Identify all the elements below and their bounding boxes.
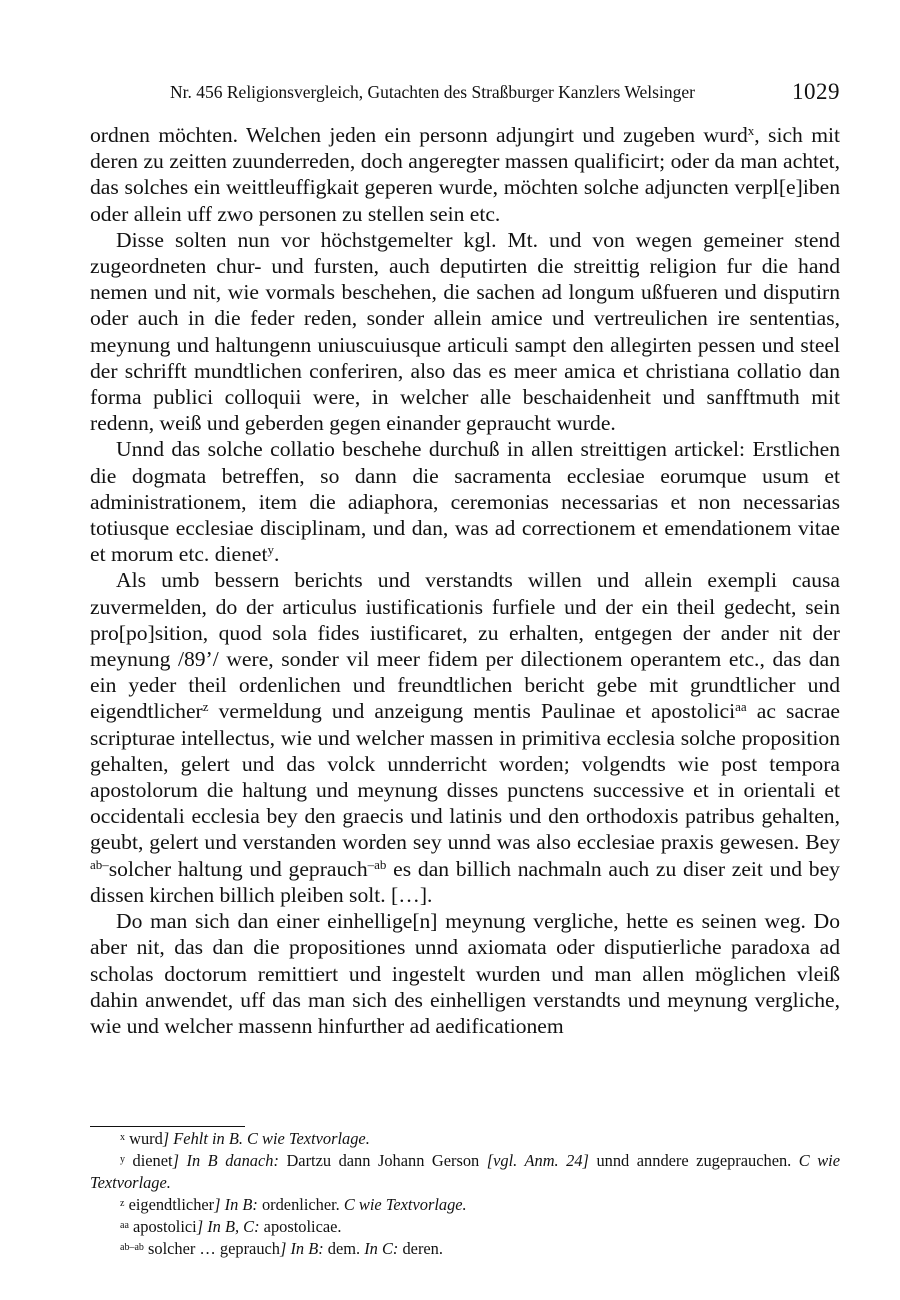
footnote-text: unnd anndere zugeprauchen. (588, 1151, 799, 1170)
paragraph-4 (90, 567, 840, 908)
running-header (170, 80, 840, 106)
footnote-divider (90, 1126, 245, 1127)
footnote-lemma: dienet (132, 1151, 173, 1170)
footnote-text: dem. (323, 1239, 365, 1258)
footnote-italic: In B danach: (178, 1151, 279, 1170)
footnote-ab (90, 1238, 840, 1260)
footnote-italic: C wie Textvorlage. (90, 1151, 841, 1192)
footnote-marker: aa (120, 1220, 129, 1231)
paragraph-text: Do man sich dan einer einhellige[n] meynung vergliche, hette es seinen weg. Do aber nit, das dan die propositiones unnd axiomata oder disputierliche paradoxa ad scholas doctorum remittiert und ingestelt wurden und man allen möglichen vleiß dahin anwendet, uff das man sich des einhelligen verstandts und meynung vergliche, wie und welcher massenn hinfurther ad aedificationem (90, 909, 840, 1038)
footnote-bracket: ] (279, 1239, 287, 1258)
footnote-text: deren. (398, 1239, 443, 1258)
paragraph-5 (90, 908, 840, 1039)
paragraph-1 (90, 122, 840, 227)
paragraph-text: vermeldung und anzeigung mentis Paulinae et apostolici (208, 699, 736, 724)
header-title: Nr. 456 Religionsvergleich, Gutachten des Straßburger Kanzlers Welsinger (170, 82, 695, 102)
paragraph-text: Unnd das solche collatio beschehe durchuß in allen streittigen artickel: Erstlichen die dogmata betreffen, so dann die sacramenta ecclesiae eorumque usum et administrationem, item die adiaphora, ceremonias necessarias et non necessarias totiusque ecclesiae disciplinam, und dan, was ad correctionem et emendationem vitae et morum etc. dienet (90, 437, 840, 567)
footnote-bracket: ] (196, 1217, 204, 1236)
footnote-mark: y (267, 542, 274, 558)
footnote-z (90, 1194, 840, 1216)
footnote-marker: ab–ab (120, 1242, 144, 1253)
footnote-x (90, 1128, 840, 1150)
footnote-mark: –ab (367, 856, 387, 872)
footnote-marker: z (120, 1198, 125, 1209)
footnote-mark: aa (735, 699, 747, 715)
footnote-italic: C wie Textvorlage. (343, 1195, 467, 1214)
footnote-y (90, 1150, 840, 1194)
footnote-mark: ab– (90, 856, 109, 872)
footnote-mark: z (202, 699, 209, 715)
footnote-marker: y (120, 1154, 125, 1165)
paragraph-text: es dan billich nachmaln auch zu diser zeit und bey dissen kirchen billich pleiben solt. […]. (90, 856, 840, 907)
footnote-aa (90, 1216, 840, 1238)
footnote-mark: x (747, 123, 755, 138)
footnote-bracket: ] (172, 1151, 179, 1170)
footnote-text: ordenlicher. (257, 1195, 344, 1214)
footnote-italic: Fehlt in B. C wie Textvorlage. (169, 1129, 370, 1148)
footnote-text: Dartzu dann Johann Gerson (278, 1151, 487, 1170)
footnotes (90, 1128, 840, 1260)
paragraph-text: ordnen möchten. Welchen jeden ein personn adjungirt und zugeben wurd (90, 123, 748, 147)
footnote-marker: x (120, 1132, 125, 1143)
footnote-bracket: ] (214, 1195, 221, 1214)
footnote-italic: In B, C: (203, 1217, 260, 1236)
footnote-italic: In B: (220, 1195, 258, 1214)
paragraph-text: , sich mit deren zu zeitten zuunderreden, doch angeregter massen qualificirt; oder da man achtet, das solches ein weittleuffigkait geperen wurde, möchten solche adjuncten verpl[e]iben oder allein uff zwo personen zu stellen sein etc. (90, 123, 841, 226)
page-number: 1029 (792, 79, 840, 104)
footnote-lemma: wurd (129, 1129, 163, 1148)
paragraph-text: solcher haltung und geprauch (108, 856, 368, 881)
main-text (90, 122, 840, 1039)
footnote-lemma: eigendtlicher (128, 1195, 215, 1214)
paragraph-2 (90, 227, 840, 437)
footnote-italic: [vgl. Anm. 24] (486, 1151, 589, 1170)
paragraph-text: Als umb bessern berichts und verstandts willen und allein exempli causa zuvermelden, do der articulus iustificationis furfiele und der ein theil gedecht, sein pro[po]sition, quod sola fides iustificaret, zu erhalten, entgegen der ander nit der meynung /89’/ were, sonder vil meer fidem per dilectionem operantem etc., das dan ein yeder theil ordenlichen und freundtlichen bericht gebe mit grundtlicher und eigendtlicher (90, 568, 840, 724)
paragraph-text: ac sacrae scripturae intellectus, wie und welcher massen in primitiva ecclesia solche proposition gehalten, gelert und das volck unnderricht worden; volgendts wie post tempora apostolorum die haltung und meynung disses punctens successive et in orientali et occidentali ecclesia bey den graecis und latinis und den orthodoxis patribus gehalten, geubt, gelert und verstanden worden sey unnd was also ecclesiae praxis gewesen. Bey (90, 699, 840, 855)
footnote-italic: In B: (286, 1239, 324, 1258)
footnote-text: apostolicae. (259, 1217, 342, 1236)
paragraph-3 (90, 436, 840, 567)
footnote-bracket: ] (162, 1129, 170, 1148)
footnote-lemma: apostolici (133, 1217, 197, 1236)
paragraph-text: Disse solten nun vor höchstgemelter kgl. Mt. und von wegen gemeiner stend zugeordneten chur- und fursten, auch deputirten die streittig religion fur die hand nemen und nit, wie vormals beschehen, die sachen ad longum ußfueren und disputirn oder auch in die feder reden, sonder allein amice und vertreulichen ire sententias, meynung und haltungenn uniuscuiusque articuli sampt den allegirten pessen und steel der schrifft mundtlichen conferiren, also das es meer amica et christiana collatio dan forma publici colloquii were, in welcher alle beschaidenheit und sanfftmuth mit redenn, weiß und geberden gegen einander gepraucht wurde. (90, 227, 840, 436)
footnote-lemma: solcher … geprauch (148, 1239, 280, 1258)
paragraph-text: . (273, 542, 280, 567)
footnote-italic: In C: (364, 1239, 399, 1258)
